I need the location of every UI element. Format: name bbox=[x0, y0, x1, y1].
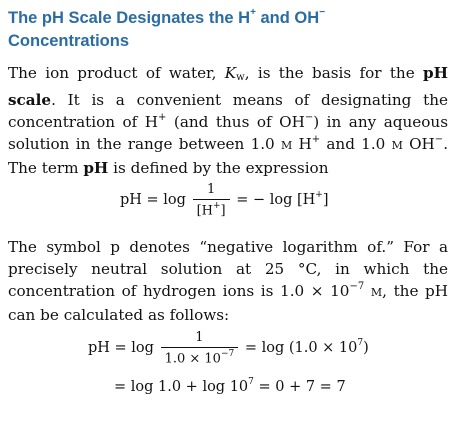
heading-text: The pH Scale Designates the H bbox=[8, 9, 251, 27]
equation-neutral-ph: pH = log $\frac{1}{1.0 \times 10^{-7}}$ = $\log (1.0 \times 10^7)$ bbox=[88, 330, 369, 367]
section-heading bbox=[8, 7, 448, 53]
heading-minus: − bbox=[319, 6, 326, 18]
heading-text-mid: and OH bbox=[255, 9, 320, 27]
paragraph-ion-product: The ion product of water, $K_w$, is the basis for the pH scale. It is a convenient means of designating the concentration of H+ (and thus of OH−) in any aqueous solution in the range between 1.0 M H+ and 1.0 M OH−. The term pH is defined by the expression bbox=[8, 64, 449, 177]
term-ph-scale: pH scale bbox=[8, 64, 448, 109]
paragraph-neutral-solution: The symbol p denotes “negative logarithm of.” For a precisely neutral solution at 25 °C, in which the concentration of hydrogen ions is $1.0 \times 10^{-7}$ M, the pH can be calculated as follows: bbox=[8, 238, 449, 324]
heading-text-end: Concentrations bbox=[8, 32, 130, 50]
equation-result: = $\log 1.0 + \log 10^7 = 0 + 7 = 7$ bbox=[114, 377, 346, 395]
fraction: $\frac{1}{[H^+]}$ bbox=[193, 182, 230, 218]
fraction: $\frac{1}{1.0 \times 10^{-7}}$ bbox=[161, 330, 239, 366]
term-ph: pH bbox=[83, 159, 109, 177]
heading-plus: + bbox=[250, 6, 256, 18]
kw-symbol: K bbox=[224, 64, 237, 82]
equation-ph-definition: pH = log $\frac{1}{[H^+]}$ = − log [H+] bbox=[120, 182, 329, 219]
